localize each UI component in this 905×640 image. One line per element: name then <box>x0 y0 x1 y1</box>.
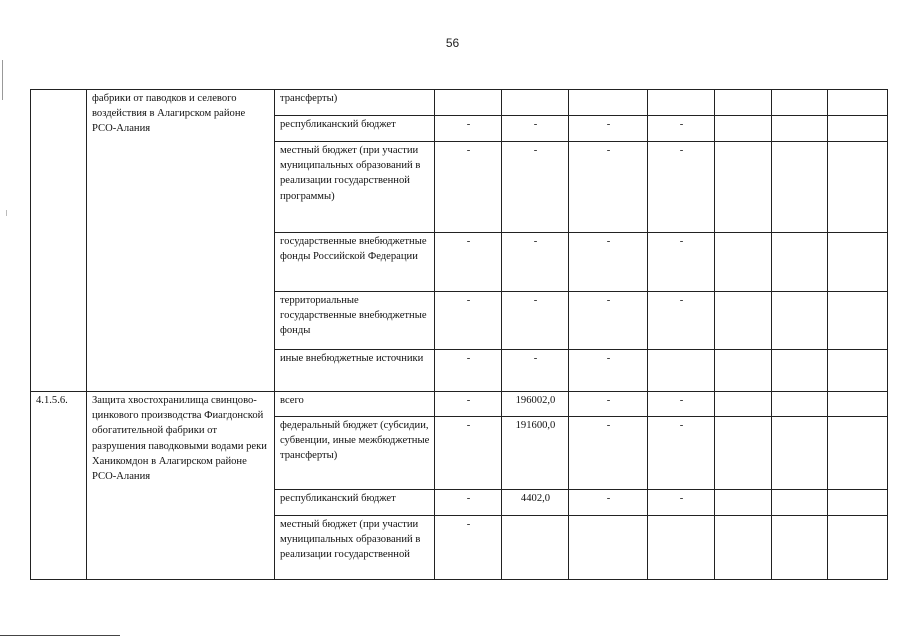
value-cell <box>435 90 502 116</box>
empty-cell <box>715 142 772 233</box>
value-cell: - <box>569 392 648 417</box>
value-cell: - <box>648 417 715 490</box>
empty-cell <box>828 292 888 350</box>
empty-cell <box>715 490 772 516</box>
value-cell: - <box>569 292 648 350</box>
value-cell <box>648 90 715 116</box>
measure-name-cell: фабрики от паводков и селевого воздействия в Алагирском районе РСО-Алания <box>87 90 275 392</box>
left-margin-tick <box>6 210 7 216</box>
value-cell: - <box>502 233 569 292</box>
empty-cell <box>828 142 888 233</box>
empty-cell <box>828 233 888 292</box>
empty-cell <box>715 516 772 580</box>
empty-cell <box>772 142 828 233</box>
value-cell: - <box>435 392 502 417</box>
empty-cell <box>772 116 828 142</box>
funding-source-cell: республиканский бюджет <box>275 490 435 516</box>
value-cell: - <box>435 292 502 350</box>
empty-cell <box>828 90 888 116</box>
table-row <box>31 90 888 116</box>
empty-cell <box>715 292 772 350</box>
funding-source-cell: федеральный бюджет (субсидии, субвенции, иные межбюджетные трансферты) <box>275 417 435 490</box>
empty-cell <box>772 90 828 116</box>
left-margin-mark <box>2 60 3 100</box>
empty-cell <box>828 350 888 392</box>
funding-source-cell: местный бюджет (при участии муниципальных образований в реализации государственной <box>275 516 435 580</box>
value-cell <box>502 90 569 116</box>
row-code-cell: 4.1.5.6. <box>31 392 87 580</box>
value-cell: - <box>502 142 569 233</box>
empty-cell <box>772 233 828 292</box>
empty-cell <box>772 417 828 490</box>
measure-name-cell: Защита хвостохранилища свинцово-цинкового производства Фиагдонской обогатительной фабрики от разрушения паводковыми водами реки Ханикомдон в Алагирском районе РСО-Алания <box>87 392 275 580</box>
funding-source-cell: государственные внебюджетные фонды Российской Федерации <box>275 233 435 292</box>
value-cell: - <box>648 116 715 142</box>
value-cell: - <box>569 417 648 490</box>
value-cell: 191600,0 <box>502 417 569 490</box>
value-cell: - <box>569 490 648 516</box>
budget-table <box>30 89 888 580</box>
value-cell: - <box>648 392 715 417</box>
value-cell: - <box>435 417 502 490</box>
value-cell: - <box>435 142 502 233</box>
empty-cell <box>715 417 772 490</box>
empty-cell <box>828 116 888 142</box>
value-cell: - <box>435 350 502 392</box>
funding-source-cell: местный бюджет (при участии муниципальных образований в реализации государственной программы) <box>275 142 435 233</box>
funding-source-cell: иные внебюджетные источники <box>275 350 435 392</box>
page-number: 56 <box>445 36 460 50</box>
value-cell: 196002,0 <box>502 392 569 417</box>
value-cell: - <box>569 116 648 142</box>
value-cell <box>569 516 648 580</box>
empty-cell <box>772 350 828 392</box>
value-cell: - <box>502 292 569 350</box>
value-cell: - <box>648 490 715 516</box>
value-cell: - <box>435 490 502 516</box>
empty-cell <box>772 292 828 350</box>
value-cell: - <box>569 350 648 392</box>
funding-source-cell: трансферты) <box>275 90 435 116</box>
value-cell: - <box>648 142 715 233</box>
empty-cell <box>828 490 888 516</box>
empty-cell <box>828 392 888 417</box>
table-row <box>31 392 888 417</box>
value-cell <box>569 90 648 116</box>
value-cell: - <box>502 350 569 392</box>
value-cell <box>648 350 715 392</box>
value-cell: - <box>569 233 648 292</box>
value-cell: - <box>435 233 502 292</box>
value-cell: - <box>569 142 648 233</box>
value-cell: - <box>502 116 569 142</box>
funding-source-cell: республиканский бюджет <box>275 116 435 142</box>
value-cell <box>502 516 569 580</box>
empty-cell <box>715 233 772 292</box>
bottom-rule <box>0 635 120 636</box>
empty-cell <box>715 90 772 116</box>
row-code-cell <box>31 90 87 392</box>
value-cell: - <box>435 116 502 142</box>
empty-cell <box>772 516 828 580</box>
value-cell: - <box>435 516 502 580</box>
value-cell: - <box>648 233 715 292</box>
empty-cell <box>772 392 828 417</box>
empty-cell <box>828 417 888 490</box>
value-cell: 4402,0 <box>502 490 569 516</box>
funding-source-cell: территориальные государственные внебюджетные фонды <box>275 292 435 350</box>
value-cell: - <box>648 292 715 350</box>
empty-cell <box>715 392 772 417</box>
empty-cell <box>772 490 828 516</box>
funding-source-cell: всего <box>275 392 435 417</box>
empty-cell <box>828 516 888 580</box>
value-cell <box>648 516 715 580</box>
empty-cell <box>715 350 772 392</box>
empty-cell <box>715 116 772 142</box>
